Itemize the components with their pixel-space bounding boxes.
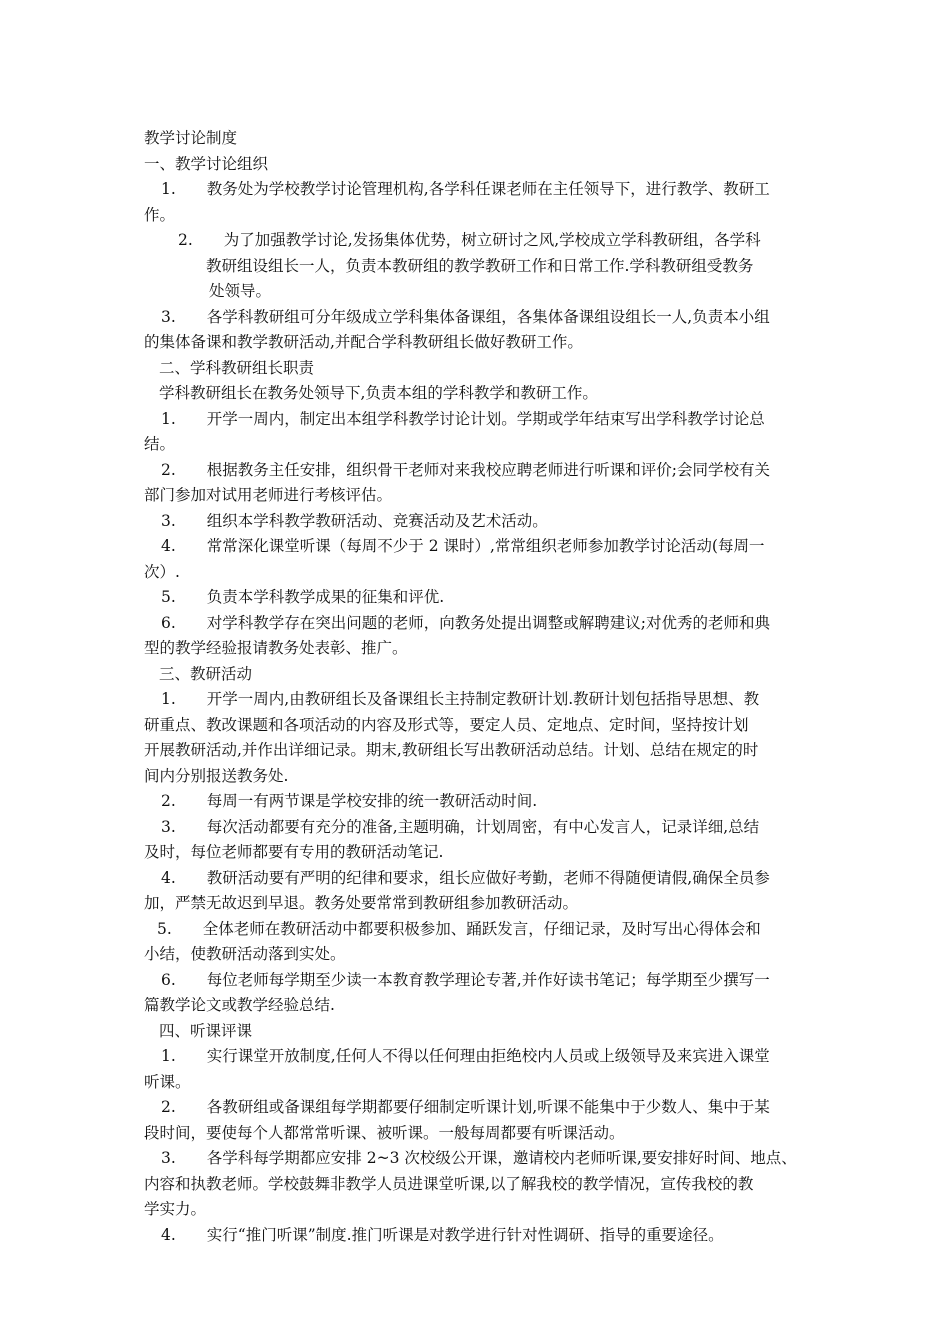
text-line: 篇教学论文或教学经验总结. bbox=[144, 996, 335, 1014]
section-heading: 四、听课评课 bbox=[159, 1021, 253, 1040]
document-body bbox=[144, 126, 809, 1248]
list-item: 1. 教务处为学校教学讨论管理机构,各学科任课老师在主任领导下，进行教学、教研工 bbox=[161, 180, 770, 198]
list-item: 2. 为了加强教学讨论,发扬集体优势，树立研讨之风,学校成立学科教研组，各学科 bbox=[178, 231, 761, 249]
text-line: 间内分别报送教务处. bbox=[144, 766, 289, 785]
list-item: 3. 各学科每学期都应安排 2~3 次校级公开课，邀请校内老师听课,要安排好时间、地点、 bbox=[161, 1149, 797, 1167]
list-item: 3. 组织本学科教学教研活动、竞赛活动及艺术活动。 bbox=[161, 511, 548, 530]
text-line: 作。 bbox=[144, 205, 176, 224]
section-heading: 二、学科教研组长职责 bbox=[159, 358, 315, 377]
text-line: 的集体备课和教学教研活动,并配合学科教研组长做好教研工作。 bbox=[144, 333, 583, 351]
text-line: 开展教研活动,并作出详细记录。期末,教研组长写出教研活动总结。计划、总结在规定的时 bbox=[144, 741, 759, 759]
text-line: 学实力。 bbox=[144, 1200, 207, 1218]
text-line: 段时间，要使每个人都常常听课、被听课。一般每周都要有听课活动。 bbox=[144, 1123, 625, 1142]
section-heading: 一、教学讨论组织 bbox=[144, 154, 269, 173]
list-item: 3. 各学科教研组可分年级成立学科集体备课组，各集体备课组设组长一人,负责本小组 bbox=[161, 307, 770, 326]
list-item: 6. 对学科教学存在突出问题的老师，向教务处提出调整或解聘建议;对优秀的老师和典 bbox=[161, 613, 771, 632]
text-line: 听课。 bbox=[144, 1072, 191, 1091]
list-item: 6. 每位老师每学期至少读一本教育教学理论专著,并作好读书笔记；每学期至少撰写一 bbox=[161, 970, 770, 989]
list-item: 4. 实行“推门听课”制度.推门听课是对教学进行针对性调研、指导的重要途径。 bbox=[161, 1225, 724, 1244]
list-item: 2. 每周一有两节课是学校安排的统一教研活动时间. bbox=[161, 792, 538, 810]
text-line: 结。 bbox=[144, 435, 176, 453]
text-line: 型的教学经验报请教务处表彰、推广。 bbox=[144, 639, 408, 657]
text-line: 处领导。 bbox=[209, 282, 272, 300]
list-item: 4. 常常深化课堂听课（每周不少于 2 课时）,常常组织老师参加教学讨论活动(每周一 bbox=[161, 537, 765, 555]
list-item: 2. 根据教务主任安排，组织骨干老师对来我校应聘老师进行听课和评价;会同学校有关 bbox=[161, 460, 771, 479]
list-item: 1. 实行课堂开放制度,任何人不得以任何理由拒绝校内人员或上级领导及来宾进入课堂 bbox=[161, 1047, 770, 1065]
list-item: 3. 每次活动都要有充分的准备,主题明确，计划周密，有中心发言人，记录详细,总结 bbox=[161, 817, 760, 836]
list-item: 4. 教研活动要有严明的纪律和要求，组长应做好考勤，老师不得随便请假,确保全员参 bbox=[161, 868, 770, 887]
text-line: 研重点、教改课题和各项活动的内容及形式等，要定人员、定地点、定时间，坚持按计划 bbox=[144, 715, 749, 734]
text-line: 加，严禁无故迟到早退。教务处要常常到教研组参加教研活动。 bbox=[144, 894, 579, 912]
text-line: 内容和执教老师。学校鼓舞非教学人员进课堂听课,以了解我校的教学情况，宣传我校的教 bbox=[144, 1174, 754, 1193]
text-line: 教研组设组长一人，负责本教研组的教学教研工作和日常工作.学科教研组受教务 bbox=[206, 256, 754, 275]
list-item: 5. 全体老师在教研活动中都要积极参加、踊跃发言，仔细记录，及时写出心得体会和 bbox=[157, 919, 761, 938]
list-item: 2. 各教研组或备课组每学期都要仔细制定听课计划,听课不能集中于少数人、集中于某 bbox=[161, 1098, 770, 1116]
text-line: 小结，使教研活动落到实处。 bbox=[144, 945, 346, 963]
list-item: 1. 开学一周内,由教研组长及备课组长主持制定教研计划.教研计划包括指导思想、教 bbox=[161, 690, 760, 708]
text-line: 部门参加对试用老师进行考核评估。 bbox=[144, 486, 393, 504]
text-line: 学科教研组长在教务处领导下,负责本组的学科教学和教研工作。 bbox=[159, 384, 598, 402]
text-line: 次）. bbox=[144, 562, 180, 581]
section-heading: 三、教研活动 bbox=[159, 664, 253, 683]
document-title: 教学讨论制度 bbox=[144, 129, 238, 147]
text-line: 及时，每位老师都要有专用的教研活动笔记. bbox=[144, 843, 444, 861]
list-item: 1. 开学一周内，制定出本组学科教学讨论计划。学期或学年结束写出学科教学讨论总 bbox=[161, 409, 765, 428]
list-item: 5. 负责本学科教学成果的征集和评优. bbox=[161, 588, 445, 606]
